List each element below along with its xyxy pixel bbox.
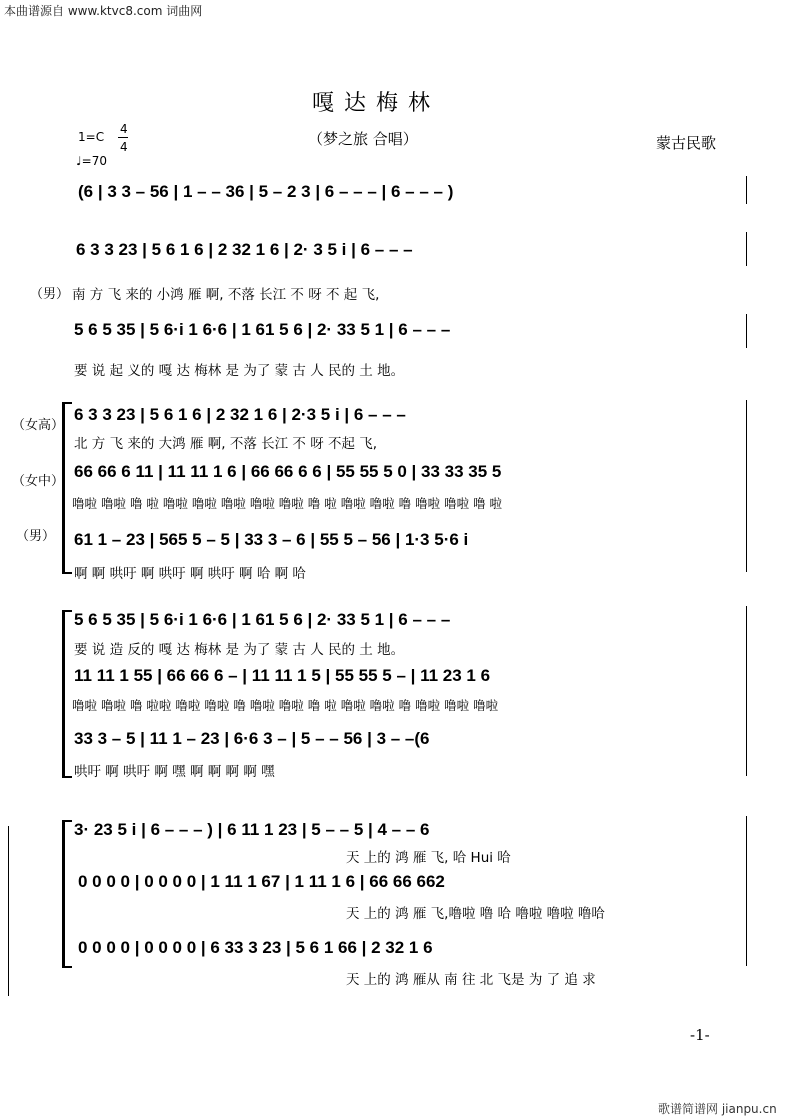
end-barline-3 [746, 314, 747, 348]
melody-line-2: 6 3 3 23 | 5 6 1 6 | 2 32 1 6 | 2· 3 5 i | 6 – – – [76, 240, 413, 259]
choir1-bass-notes: 61 1 – 23 | 565 5 – 5 | 33 3 – 6 | 55 5 – 56 | 1·3 5·6 i [74, 530, 469, 549]
lyrics-line-3: 要 说 起 义的 嘎 达 梅林 是 为了 蒙 古 人 民的 土 地。 [74, 363, 405, 379]
choir1-alto-lyrics: 噜啦 噜啦 噜 啦 噜啦 噜啦 噜啦 噜啦 噜啦 噜 啦 噜啦 噜啦 噜 噜啦 噜啦 噜 啦 [72, 496, 503, 511]
choir2-bracket-bottom [62, 776, 72, 778]
choir3-alto-notes: 0 0 0 0 | 0 0 0 0 | 1 11 1 67 | 1 11 1 6 | 66 66 662 [78, 872, 445, 891]
choir3-bass-notes: 0 0 0 0 | 0 0 0 0 | 6 33 3 23 | 5 6 1 66 | 2 32 1 6 [78, 938, 433, 957]
end-barline-2 [746, 232, 747, 266]
end-barline-1 [746, 176, 747, 204]
choir3-soprano-lyrics: 天 上的 鸿 雁 飞, 哈 Hui 哈 [346, 850, 511, 866]
choir3-alto-lyrics: 天 上的 鸿 雁 飞,噜啦 噜 哈 噜啦 噜啦 噜哈 [346, 906, 605, 922]
choir2-bracket [62, 610, 65, 778]
choir2-soprano-notes: 5 6 5 35 | 5 6·i 1 6·6 | 1 61 5 6 | 2· 33 5 1 | 6 – – – [74, 610, 451, 629]
system-left-line [8, 826, 9, 996]
voice-label-bass: （男） [16, 529, 56, 544]
choir2-alto-notes: 11 11 1 55 | 66 66 6 – | 11 11 1 5 | 55 55 5 – | 11 23 1 6 [74, 666, 491, 685]
end-barline-4 [746, 400, 747, 572]
choir2-bass-lyrics: 哄吁 啊 哄吁 啊 嘿 啊 啊 啊 啊 嘿 [74, 764, 275, 780]
lyrics-line-2: 南 方 飞 来的 小鸿 雁 啊, 不落 长江 不 呀 不 起 飞, [72, 287, 380, 303]
choir2-soprano-lyrics: 要 说 造 反的 嘎 达 梅林 是 为了 蒙 古 人 民的 土 地。 [74, 642, 405, 658]
choir2-alto-lyrics: 噜啦 噜啦 噜 啦啦 噜啦 噜啦 噜 噜啦 噜啦 噜 啦 噜啦 噜啦 噜 噜啦 噜啦 噜啦 [72, 698, 499, 713]
page-number: -1- [690, 1026, 710, 1044]
song-subtitle: （梦之旅 合唱） [308, 130, 418, 148]
voice-label-soprano: （女高） [12, 418, 65, 433]
key-signature: 1=C [78, 130, 105, 144]
choir1-bracket-bottom [62, 572, 72, 574]
choir1-alto-notes: 66 66 6 11 | 11 11 1 6 | 66 66 6 6 | 55 55 5 0 | 33 33 35 5 [74, 462, 502, 481]
choir1-bass-lyrics: 啊 啊 哄吁 啊 哄吁 啊 哄吁 啊 哈 啊 哈 [74, 566, 306, 582]
choir1-soprano-lyrics: 北 方 飞 来的 大鸿 雁 啊, 不落 长江 不 呀 不起 飞, [74, 436, 378, 452]
choir2-bass-notes: 33 3 – 5 | 11 1 – 23 | 6·6 3 – | 5 – – 56 | 3 – –(6 [74, 729, 430, 748]
choir3-bracket-bottom [62, 966, 72, 968]
choir1-bracket-top [62, 402, 72, 404]
end-barline-5 [746, 606, 747, 776]
time-divider [118, 137, 128, 138]
choir1-soprano-notes: 6 3 3 23 | 5 6 1 6 | 2 32 1 6 | 2·3 5 i | 6 – – – [74, 405, 406, 424]
song-title: 嘎达梅林 [312, 91, 441, 116]
choir3-bracket-top [62, 820, 72, 822]
watermark: 歌谱简谱网 jianpu.cn [658, 1102, 777, 1116]
source-text: 本曲谱源自 www.ktvc8.com 词曲网 [4, 4, 203, 18]
song-origin: 蒙古民歌 [656, 134, 717, 152]
melody-line-3: 5 6 5 35 | 5 6·i 1 6·6 | 1 61 5 6 | 2· 33 5 1 | 6 – – – [74, 320, 451, 339]
intro-notes: (6 | 3 3 – 56 | 1 – – 36 | 5 – 2 3 | 6 – – – | 6 – – – ) [78, 182, 454, 201]
choir3-bracket [62, 820, 65, 968]
choir3-bass-lyrics: 天 上的 鸿 雁从 南 往 北 飞是 为 了 追 求 [346, 972, 596, 988]
tempo-mark: ♩=70 [76, 154, 107, 168]
choir2-bracket-top [62, 610, 72, 612]
end-barline-6 [746, 816, 747, 966]
voice-label-male: （男） [30, 287, 70, 302]
voice-label-alto: （女中） [12, 474, 65, 489]
time-bottom: 4 [120, 140, 128, 154]
time-top: 4 [120, 122, 128, 136]
choir3-soprano-notes: 3· 23 5 i | 6 – – – ) | 6 11 1 23 | 5 – – 5 | 4 – – 6 [74, 820, 430, 839]
